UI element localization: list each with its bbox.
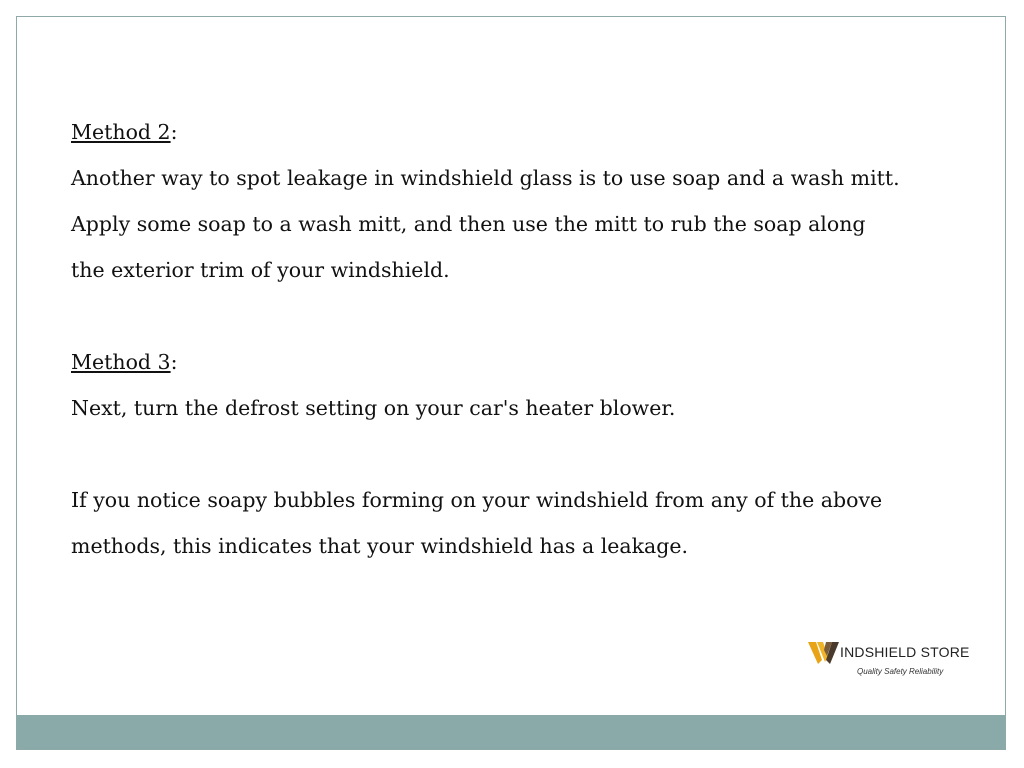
method-2-heading-label: Method 2	[71, 120, 171, 144]
method-2-heading	[71, 109, 981, 155]
method-3-line-1: Next, turn the defrost setting on your car's heater blower.	[71, 396, 676, 420]
footer-bar	[17, 715, 1005, 749]
windshield-store-logo	[808, 640, 984, 684]
paragraph-spacer	[71, 293, 981, 339]
method-2-line-3: the exterior trim of your windshield.	[71, 258, 450, 282]
conclusion-line-2: methods, this indicates that your windshield has a leakage.	[71, 534, 689, 558]
w-chevron-logo-icon	[808, 640, 844, 666]
logo-tagline: Quality Safety Reliability	[857, 667, 944, 676]
conclusion-line-1: If you notice soapy bubbles forming on your windshield from any of the above	[71, 488, 883, 512]
method-3-heading-colon: :	[170, 350, 178, 374]
method-3-heading-label: Method 3	[71, 350, 171, 374]
slide-body	[71, 109, 981, 569]
logo-brand-text: INDSHIELD STORE	[840, 644, 970, 660]
method-3-heading	[71, 339, 981, 385]
method-2-line-2: Apply some soap to a wash mitt, and then use the mitt to rub the soap along	[71, 212, 866, 236]
method-2-heading-colon: :	[170, 120, 178, 144]
paragraph-spacer	[71, 431, 981, 477]
method-2-line-1: Another way to spot leakage in windshield glass is to use soap and a wash mitt.	[71, 166, 900, 190]
